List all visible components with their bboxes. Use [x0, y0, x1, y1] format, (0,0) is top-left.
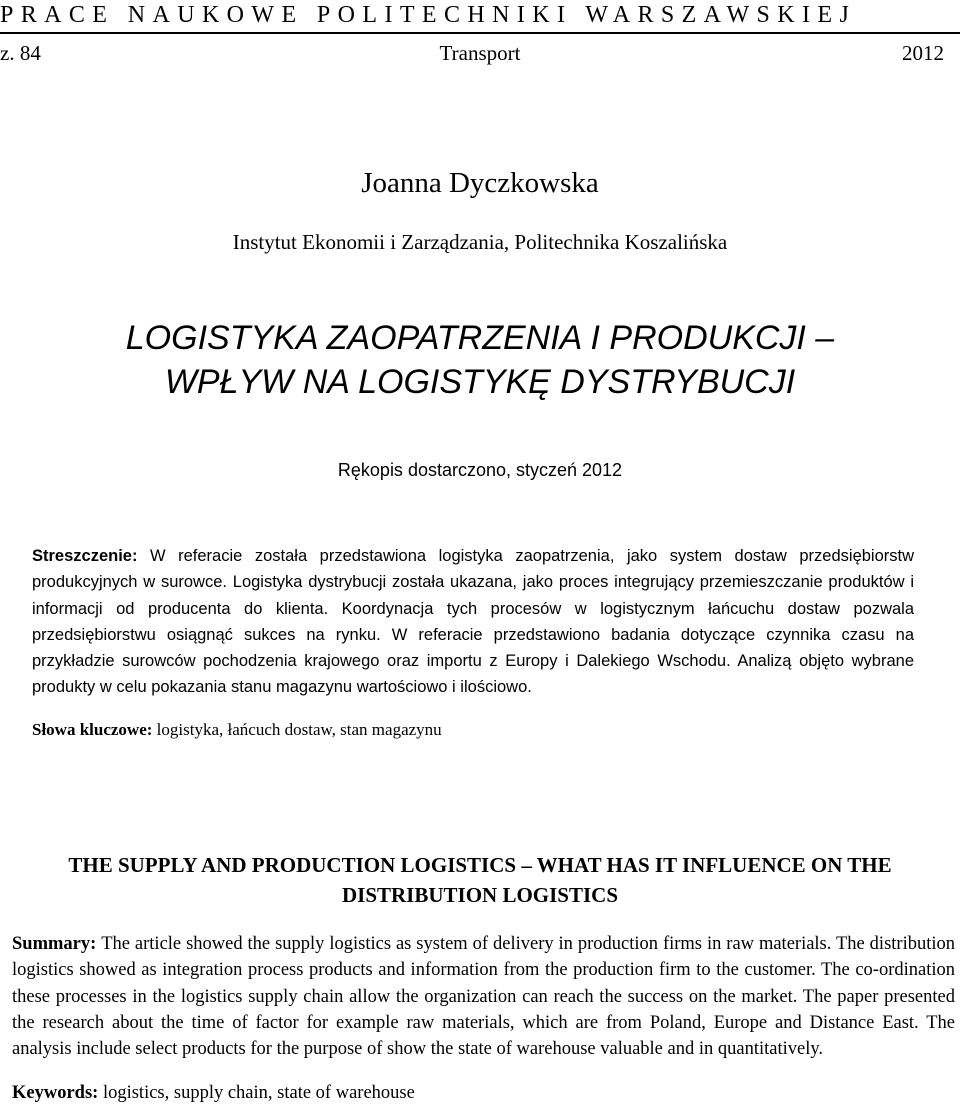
header-divider: [0, 32, 960, 34]
keywords-polish: [32, 718, 932, 742]
keywords-polish-text: logistyka, łańcuch dostaw, stan magazynu: [156, 720, 442, 739]
summary-english: [12, 931, 955, 1062]
author-name: Joanna Dyczkowska: [361, 167, 599, 199]
journal-series-title: PRACE NAUKOWE POLITECHNIKI WARSZAWSKIEJ: [0, 2, 857, 28]
author-affiliation: Instytut Ekonomii i Zarządzania, Politechnika Koszalińska: [232, 230, 728, 254]
abstract-polish-label: Streszczenie:: [32, 547, 151, 565]
journal-section: Transport: [439, 41, 521, 65]
keywords-english: [12, 1080, 912, 1106]
paper-title-english-line-1: THE SUPPLY AND PRODUCTION LOGISTICS – WHAT HAS IT INFLUENCE ON THE: [68, 853, 892, 877]
keywords-english-text: logistics, supply chain, state of warehouse: [102, 1083, 415, 1103]
paper-title-english-line-2: DISTRIBUTION LOGISTICS: [341, 883, 618, 907]
publication-year: 2012: [902, 41, 944, 65]
keywords-polish-label: Słowa kluczowe:: [32, 720, 157, 739]
manuscript-received-date: Rękopis dostarczono, styczeń 2012: [337, 460, 623, 480]
issue-number: z. 84: [0, 41, 41, 65]
keywords-english-label: Keywords:: [12, 1083, 103, 1103]
paper-title-english: [0, 850, 960, 910]
journal-header-row: [0, 40, 960, 66]
abstract-polish: [32, 543, 914, 701]
paper-title-polish-line-2: WPŁYW NA LOGISTYKĘ DYSTRYBUCJI: [164, 363, 796, 401]
abstract-polish-text: W referacie została przedstawiona logistyka zaopatrzenia, jako system dostaw przedsiębiorstw produkcyjnych w surowce. Logistyka dystrybucji została ukazana, jako proces integrujący przemieszczanie produktów i informacji od producenta do klienta. Koordynacja tych procesów w logistycznym łańcuchu dostaw pozwala przedsiębiorstwu osiągnąć sukces na rynku. W referacie przedstawiono badania dotyczące czynnika czasu na przykładzie surowców pochodzenia krajowego oraz importu z Europy i Dalekiego Wschodu. Analizą objęto wybrane produkty w celu pokazania stanu magazynu wartościowo i ilościowo.: [32, 547, 915, 697]
paper-title-polish: [0, 316, 960, 404]
summary-english-text: The article showed the supply logistics as system of delivery in production firms in raw materials. The distribution logistics showed as integration process products and information from the production firm to the customer. The co-ordination these processes in the logistics supply chain allow the organization can reach the success on the market. The paper presented the research about the time of factor for example raw materials, which are from Poland, Europe and Distance East. The analysis include select products for the purpose of show the state of warehouse valuable and in quantitatively.: [12, 934, 955, 1060]
summary-english-label: Summary:: [12, 934, 102, 954]
paper-title-polish-line-1: LOGISTYKA ZAOPATRZENIA I PRODUKCJI –: [125, 319, 835, 357]
